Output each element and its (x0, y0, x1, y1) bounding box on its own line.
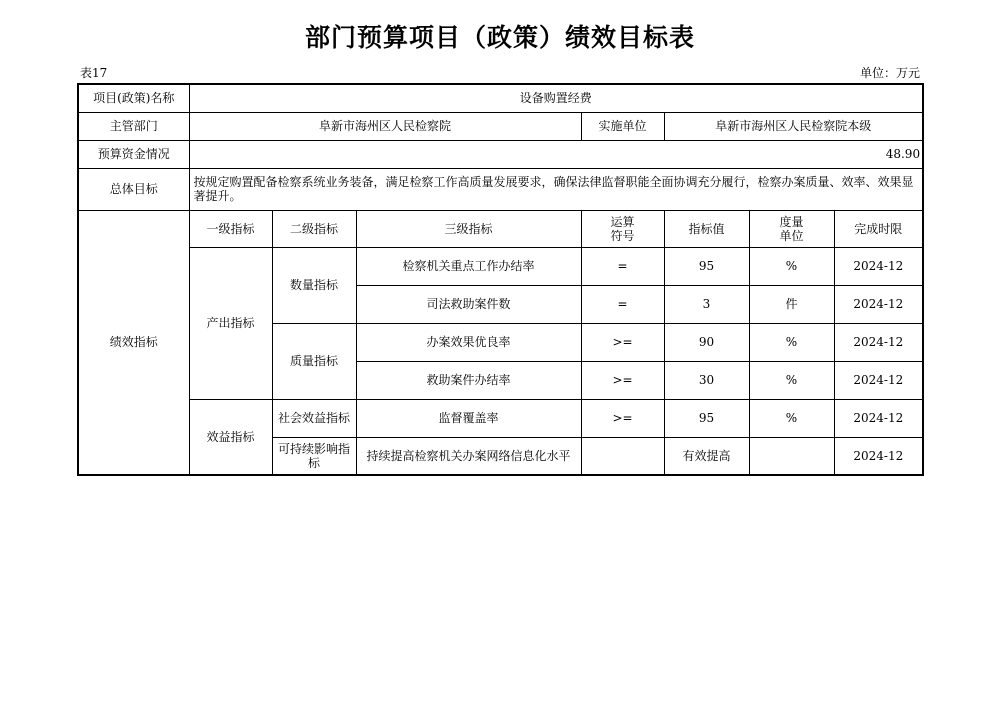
indicator-name: 司法救助案件数 (356, 285, 581, 323)
implementer-label: 实施单位 (581, 112, 664, 140)
table-number: 表17 (80, 66, 108, 80)
project-name-label: 项目(政策)名称 (78, 84, 189, 112)
department-label: 主管部门 (78, 112, 189, 140)
indicator-deadline: 2024-12 (834, 285, 923, 323)
header-level1: 一级指标 (189, 210, 272, 247)
header-unit-line2: 单位 (779, 228, 804, 243)
implementer-value: 阜新市海州区人民检察院本级 (664, 112, 923, 140)
budget-label: 预算资金情况 (78, 140, 189, 168)
header-deadline: 完成时限 (834, 210, 923, 247)
group-output: 产出指标 (189, 247, 272, 399)
department-row (78, 112, 923, 140)
indicator-unit: % (749, 399, 834, 437)
indicator-value: 3 (664, 285, 749, 323)
page-title: 部门预算项目（政策）绩效目标表 (304, 23, 695, 52)
indicator-value: 95 (664, 399, 749, 437)
indicator-name: 救助案件办结率 (356, 361, 581, 399)
group-sustain: 可持续影响指标 (272, 437, 356, 475)
indicator-value: 90 (664, 323, 749, 361)
indicator-operator: = (581, 285, 664, 323)
performance-table (77, 83, 924, 476)
indicator-operator (581, 437, 664, 475)
indicator-deadline: 2024-12 (834, 247, 923, 285)
indicator-operator: >= (581, 323, 664, 361)
header-operator-line1: 运算 (610, 214, 635, 229)
goal-value: 按规定购置配备检察系统业务装备，满足检察工作高质量发展要求，确保法律监督职能全面协调充分履行，检察办案质量、效率、效果显著提升。 (189, 168, 923, 210)
header-value: 指标值 (664, 210, 749, 247)
indicator-operator: >= (581, 399, 664, 437)
group-quantity: 数量指标 (272, 247, 356, 323)
header-unit-line1: 度量 (779, 214, 804, 229)
indicator-deadline: 2024-12 (834, 437, 923, 475)
indicator-value: 95 (664, 247, 749, 285)
unit-label: 单位：万元 (859, 66, 920, 80)
budget-value: 48.90 (189, 140, 923, 168)
indicator-value: 30 (664, 361, 749, 399)
project-name-row (78, 84, 923, 112)
indicator-unit: 件 (749, 285, 834, 323)
indicator-value: 有效提高 (664, 437, 749, 475)
indicator-name: 办案效果优良率 (356, 323, 581, 361)
indicator-unit (749, 437, 834, 475)
indicator-name: 持续提高检察机关办案网络信息化水平 (356, 437, 581, 475)
indicator-operator: >= (581, 361, 664, 399)
header-unit (749, 210, 834, 247)
header-operator (581, 210, 664, 247)
performance-indicator-label: 绩效指标 (78, 210, 189, 475)
department-value: 阜新市海州区人民检察院 (189, 112, 581, 140)
indicator-name: 检察机关重点工作办结率 (356, 247, 581, 285)
group-benefit: 效益指标 (189, 399, 272, 475)
project-name-value: 设备购置经费 (189, 84, 923, 112)
group-quality: 质量指标 (272, 323, 356, 399)
indicator-deadline: 2024-12 (834, 323, 923, 361)
header-level2: 二级指标 (272, 210, 356, 247)
indicator-unit: % (749, 361, 834, 399)
header-level3: 三级指标 (356, 210, 581, 247)
table-row (78, 247, 923, 285)
goal-label: 总体目标 (78, 168, 189, 210)
indicator-operator: = (581, 247, 664, 285)
indicator-unit: % (749, 247, 834, 285)
indicator-header-row (78, 210, 923, 247)
indicator-deadline: 2024-12 (834, 399, 923, 437)
table-row (78, 399, 923, 437)
indicator-unit: % (749, 323, 834, 361)
header-operator-line2: 符号 (610, 228, 635, 243)
group-social: 社会效益指标 (272, 399, 356, 437)
goal-row (78, 168, 923, 210)
budget-row (78, 140, 923, 168)
indicator-deadline: 2024-12 (834, 361, 923, 399)
indicator-name: 监督覆盖率 (356, 399, 581, 437)
